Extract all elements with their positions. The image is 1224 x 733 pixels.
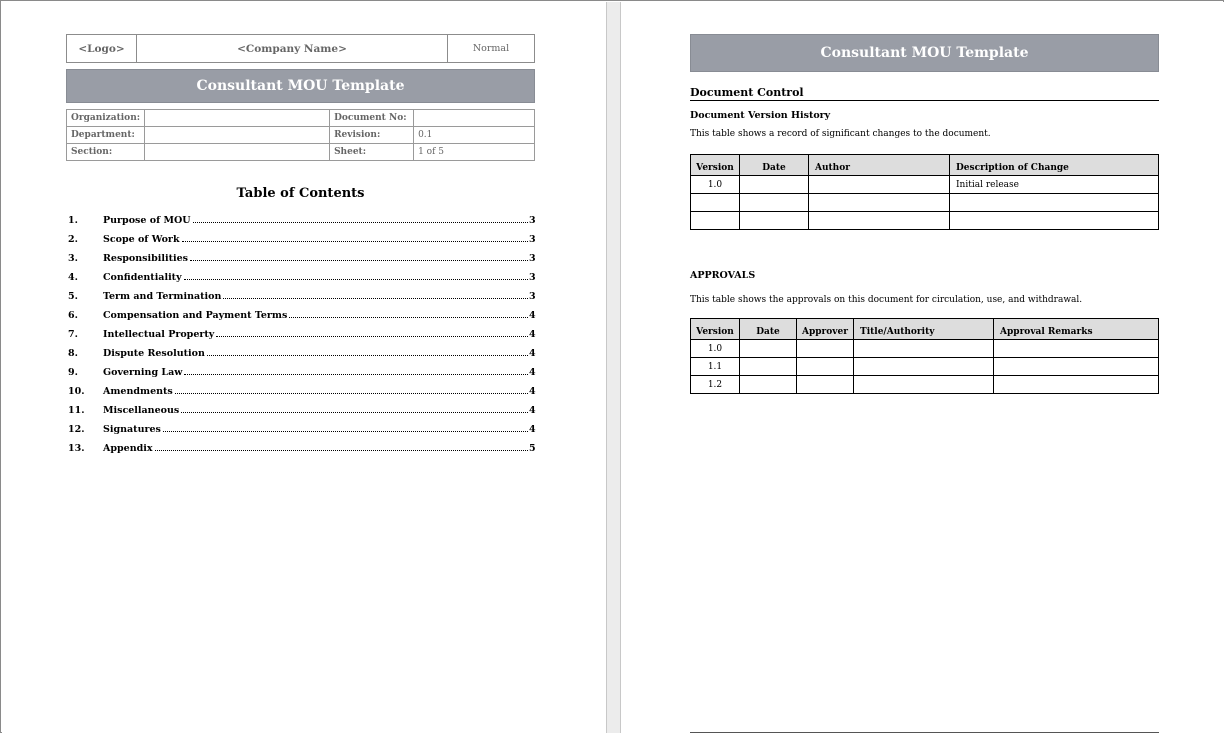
table-cell[interactable]	[854, 340, 994, 358]
toc-number: 8.	[68, 348, 78, 359]
toc-text: Term and Termination	[103, 291, 222, 302]
column-header: Approver	[797, 319, 854, 340]
revision-value: 0.1	[414, 127, 535, 144]
toc-leader	[184, 374, 528, 375]
toc-text: Dispute Resolution	[103, 348, 205, 359]
toc-entry[interactable]	[66, 215, 535, 234]
table-cell[interactable]	[740, 212, 809, 230]
toc-text: Amendments	[103, 386, 173, 397]
table-header-row	[691, 155, 1159, 176]
table-cell[interactable]: 1.0	[691, 340, 740, 358]
toc-page: 4	[529, 405, 536, 416]
header-table	[66, 34, 535, 63]
toc-page: 4	[529, 329, 536, 340]
document-title-bar: Consultant MOU Template	[66, 69, 535, 103]
approvals-table	[690, 318, 1159, 394]
organization-value	[145, 110, 330, 127]
page-1	[2, 2, 606, 733]
toc-number: 7.	[68, 329, 78, 340]
department-label: Department:	[67, 127, 145, 144]
toc-text: Confidentiality	[103, 272, 182, 283]
toc-text: Governing Law	[103, 367, 183, 378]
toc-entry[interactable]	[66, 253, 535, 272]
table-header-row	[691, 319, 1159, 340]
table-row	[691, 194, 1159, 212]
table-row	[691, 340, 1159, 358]
table-cell[interactable]	[994, 358, 1159, 376]
page-gutter	[606, 2, 621, 733]
section-label: Section:	[67, 144, 145, 161]
logo-placeholder: <Logo>	[67, 35, 137, 63]
approvals-heading: APPROVALS	[690, 270, 756, 281]
table-cell[interactable]	[740, 358, 797, 376]
table-cell[interactable]	[994, 376, 1159, 394]
table-cell[interactable]	[740, 176, 809, 194]
table-row	[691, 212, 1159, 230]
toc-leader	[216, 336, 528, 337]
toc-number: 2.	[68, 234, 78, 245]
toc-number: 9.	[68, 367, 78, 378]
table-cell[interactable]	[950, 194, 1159, 212]
column-header: Author	[809, 155, 950, 176]
toc-page: 3	[529, 291, 536, 302]
toc-entry[interactable]	[66, 386, 535, 405]
toc-entry[interactable]	[66, 443, 535, 462]
version-history-description: This table shows a record of significant changes to the document.	[690, 129, 991, 139]
table-cell[interactable]: 1.2	[691, 376, 740, 394]
toc-leader	[155, 450, 528, 451]
table-cell[interactable]	[809, 212, 950, 230]
toc-leader	[182, 241, 528, 242]
toc-page: 3	[529, 253, 536, 264]
toc-number: 5.	[68, 291, 78, 302]
document-control-heading: Document Control	[690, 86, 1159, 101]
toc-number: 6.	[68, 310, 78, 321]
toc-entry[interactable]	[66, 405, 535, 424]
department-value	[145, 127, 330, 144]
toc-number: 13.	[68, 443, 85, 454]
toc-number: 11.	[68, 405, 85, 416]
table-row	[691, 376, 1159, 394]
toc-entry[interactable]	[66, 291, 535, 310]
document-info-table	[66, 109, 535, 161]
toc-page: 5	[529, 443, 536, 454]
toc-leader	[207, 355, 528, 356]
table-cell[interactable]	[994, 340, 1159, 358]
sheet-label: Sheet:	[330, 144, 414, 161]
toc-leader	[289, 317, 528, 318]
table-cell[interactable]	[740, 376, 797, 394]
table-cell[interactable]	[691, 212, 740, 230]
table-cell[interactable]	[854, 358, 994, 376]
table-cell[interactable]	[740, 194, 809, 212]
column-header: Approval Remarks	[994, 319, 1159, 340]
toc-page: 3	[529, 272, 536, 283]
toc-number: 10.	[68, 386, 85, 397]
table-row	[691, 358, 1159, 376]
toc-entry[interactable]	[66, 424, 535, 443]
toc-text: Miscellaneous	[103, 405, 180, 416]
toc-leader	[181, 412, 528, 413]
toc-leader	[190, 260, 528, 261]
column-header: Description of Change	[950, 155, 1159, 176]
toc-text: Signatures	[103, 424, 161, 435]
table-cell[interactable]	[809, 176, 950, 194]
version-history-table	[690, 154, 1159, 230]
column-header: Date	[740, 155, 809, 176]
toc-leader	[184, 279, 528, 280]
table-cell[interactable]	[797, 358, 854, 376]
table-cell[interactable]: Initial release	[950, 176, 1159, 194]
toc-leader	[193, 222, 528, 223]
column-header: Date	[740, 319, 797, 340]
section-value	[145, 144, 330, 161]
toc-entry[interactable]	[66, 234, 535, 253]
column-header: Version	[691, 319, 740, 340]
toc-text: Purpose of MOU	[103, 215, 191, 226]
toc-text: Scope of Work	[103, 234, 180, 245]
toc-page: 4	[529, 348, 536, 359]
toc-page: 3	[529, 234, 536, 245]
toc-leader	[163, 431, 528, 432]
toc-page: 4	[529, 424, 536, 435]
toc-number: 12.	[68, 424, 85, 435]
toc-text: Appendix	[103, 443, 153, 454]
toc-number: 1.	[68, 215, 78, 226]
toc-text: Compensation and Payment Terms	[103, 310, 288, 321]
toc-number: 3.	[68, 253, 78, 264]
table-cell[interactable]	[809, 194, 950, 212]
table-cell[interactable]: 1.1	[691, 358, 740, 376]
toc-leader	[175, 393, 528, 394]
table-cell[interactable]	[797, 340, 854, 358]
page-2	[621, 2, 1224, 733]
toc-page: 4	[529, 367, 536, 378]
toc-text: Responsibilities	[103, 253, 188, 264]
toc-entry[interactable]	[66, 310, 535, 329]
column-header: Title/Authority	[854, 319, 994, 340]
toc-entry[interactable]	[66, 329, 535, 348]
sheet-value: 1 of 5	[414, 144, 535, 161]
toc-page: 4	[529, 310, 536, 321]
toc-entry[interactable]	[66, 272, 535, 291]
revision-label: Revision:	[330, 127, 414, 144]
table-cell[interactable]	[797, 376, 854, 394]
toc-text: Intellectual Property	[103, 329, 215, 340]
column-header: Version	[691, 155, 740, 176]
toc-page: 4	[529, 386, 536, 397]
table-of-contents	[66, 215, 535, 462]
toc-leader	[223, 298, 528, 299]
table-cell[interactable]	[854, 376, 994, 394]
table-row	[691, 176, 1159, 194]
company-name-placeholder: <Company Name>	[137, 35, 448, 63]
toc-page: 3	[529, 215, 536, 226]
table-cell[interactable]	[740, 340, 797, 358]
approvals-description: This table shows the approvals on this document for circulation, use, and withdrawal.	[690, 295, 1083, 305]
version-history-heading: Document Version History	[690, 110, 831, 121]
toc-number: 4.	[68, 272, 78, 283]
table-cell[interactable]: 1.0	[691, 176, 740, 194]
organization-label: Organization:	[67, 110, 145, 127]
table-cell[interactable]	[950, 212, 1159, 230]
toc-entry[interactable]	[66, 348, 535, 367]
document-no-label: Document No:	[330, 110, 414, 127]
document-title-bar: Consultant MOU Template	[690, 34, 1159, 72]
classification-label: Normal	[448, 35, 535, 63]
toc-title: Table of Contents	[236, 186, 365, 201]
document-no-value	[414, 110, 535, 127]
toc-entry[interactable]	[66, 367, 535, 386]
table-cell[interactable]	[691, 194, 740, 212]
